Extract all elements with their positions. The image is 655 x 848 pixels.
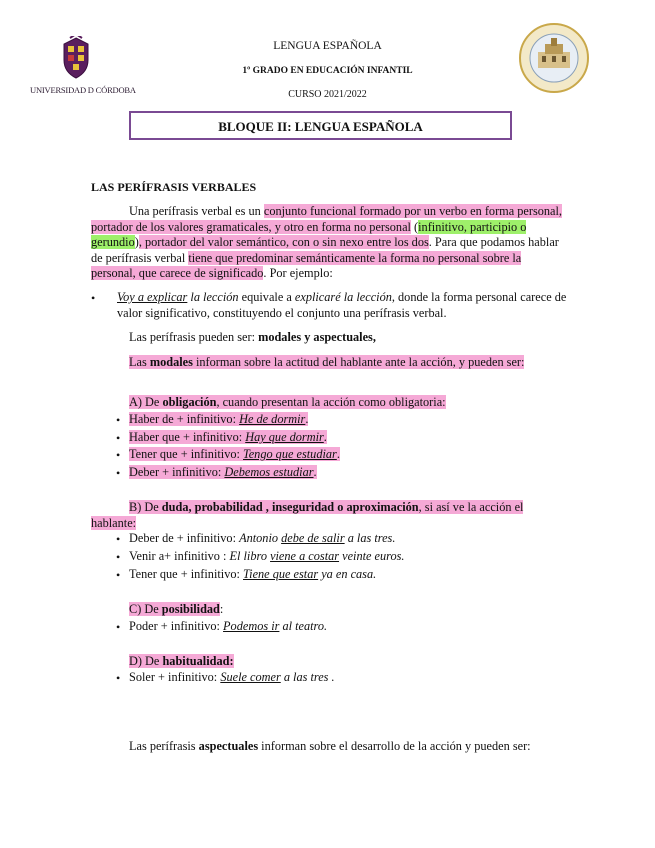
bullet-icon: • [91,291,96,305]
section-title: LAS PERÍFRASIS VERBALES [91,180,257,194]
list-item: Deber + infinitivo: Debemos estudiar. [129,465,317,479]
intro-paragraph: Una perífrasis verbal es un conjunto funcional formado por un verbo en forma personal, portador de los valores gramaticales, y otro en forma no personal (infinitivo, participio o gerundio), portador del valor semántico, con o sin nexo entre los dos. Para que podamos hablar de perífrasis verbal tiene que predominar semánticamente la forma no personal sobre la personal, que carece de significado. Por ejemplo: [91,204,562,280]
school-seal [518,22,590,94]
list-item: Deber de + infinitivo: Antonio debe de salir a las tres. [129,531,396,545]
list-item: Haber que + infinitivo: Hay que dormir. [129,430,327,444]
list-item: Soler + infinitivo: Suele comer a las tres . [129,670,335,684]
example-paragraph: Voy a explicar la lección equivale a explicaré la lección, donde la forma personal carece de valor significativo, constituyendo el conjunto una perífrasis verbal. [117,290,567,320]
bullet-icon: • [116,620,121,634]
seal-icon [518,22,590,94]
bullet-icon: • [116,550,121,564]
header-subtitle: 1º GRADO EN EDUCACIÓN INFANTIL [242,66,413,76]
university-logo-caption: UNIVERSIDAD D CÓRDOBA [30,85,136,95]
block-title: BLOQUE II: LENGUA ESPAÑOLA [218,119,423,134]
group-b-heading: B) De duda, probabilidad , inseguridad o aproximación, si así ve la acción el hablante: [91,500,524,530]
header-title: LENGUA ESPAÑOLA [273,40,382,52]
modales-intro: Las modales informan sobre la actitud del hablante ante la acción, y pueden ser: [129,355,525,369]
list-item: Tener que + infinitivo: Tengo que estudiar. [129,447,340,461]
list-item: Haber de + infinitivo: He de dormir. [129,412,309,426]
list-item: Tener que + infinitivo: Tiene que estar ya en casa. [129,567,377,581]
header-course: CURSO 2021/2022 [288,89,367,100]
university-crest-icon [30,36,122,80]
group-a-heading: A) De obligación, cuando presentan la acción como obligatoria: [129,395,446,409]
bullet-icon: • [116,532,121,546]
list-item: Poder + infinitivo: Podemos ir al teatro. [129,619,328,633]
group-d-heading: D) De habitualidad: [129,654,234,668]
bullet-icon: • [116,671,121,685]
types-line: Las perífrasis pueden ser: modales y aspectuales, [129,330,376,344]
aspectuales-paragraph: Las perífrasis aspectuales informan sobre el desarrollo de la acción y pueden ser: [129,739,531,753]
bullet-icon: • [116,431,121,445]
university-logo [30,36,136,95]
list-item: Venir a+ infinitivo : El libro viene a costar veinte euros. [129,549,405,563]
bullet-icon: • [116,448,121,462]
bullet-icon: • [116,413,121,427]
group-c-heading: C) De posibilidad: [129,602,224,616]
bullet-icon: • [116,568,121,582]
bullet-icon: • [116,466,121,480]
